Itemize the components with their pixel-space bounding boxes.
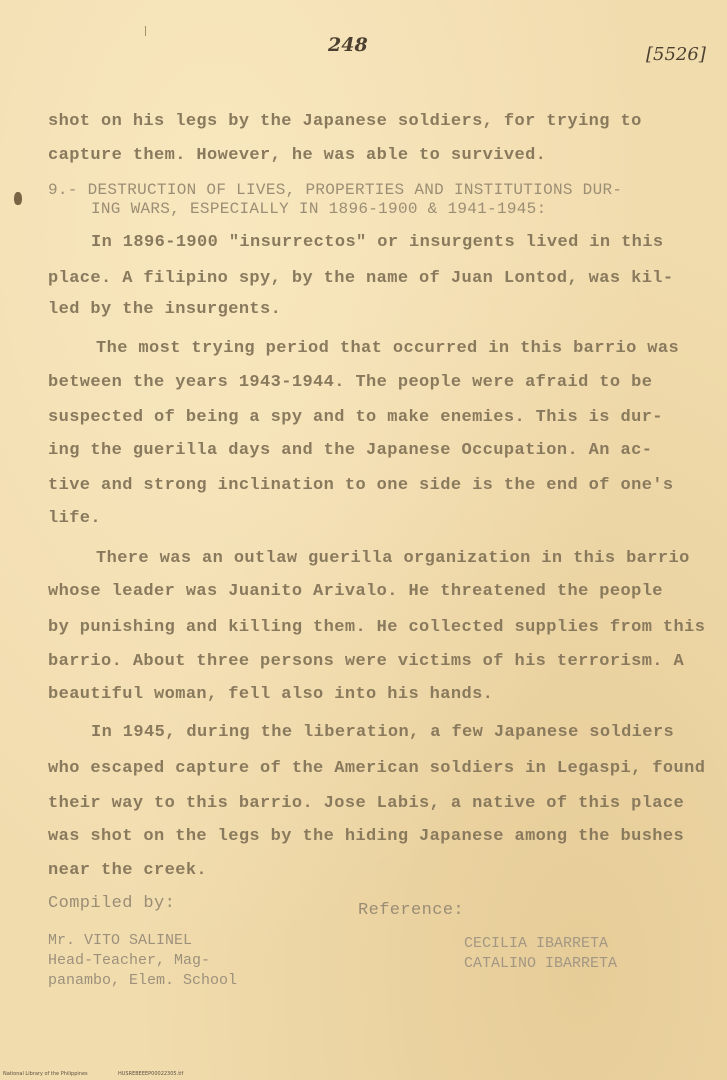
reference-block [464,934,617,974]
paragraph-line: life. [48,509,102,528]
margin-tick [145,26,146,36]
footer-library: National Library of the Philippines [3,1071,88,1077]
paragraph-line: suspected of being a spy and to make enemies. This is dur- [48,408,663,427]
paragraph-line: There was an outlaw guerilla organization in this barrio [96,549,690,568]
paragraph-line: led by the insurgents. [48,300,282,319]
text-line: shot on his legs by the Japanese soldiers, for trying to [48,112,642,131]
paragraph-line: whose leader was Juanito Arivalo. He threatened the people [48,582,663,601]
text-line: capture them. However, he was able to survived. [48,146,547,165]
compiler-school: panambo, Elem. School [48,972,238,989]
reference-label: Reference: [358,901,465,920]
section-heading-line: ING WARS, ESPECIALLY IN 1896-1900 & 1941-1945: [91,200,547,218]
paragraph-line: their way to this barrio. Jose Labis, a native of this place [48,794,685,813]
paragraph-line: In 1945, during the liberation, a few Japanese soldiers [91,723,675,742]
compiler-title: Head-Teacher, Mag- [48,952,211,969]
reference-name: CECILIA IBARRETA [464,935,609,952]
compiler-name: Mr. VITO SALINEL [48,932,193,949]
paragraph-line: ing the guerilla days and the Japanese Occupation. An ac- [48,441,653,460]
paragraph-line: In 1896-1900 "insurrectos" or insurgents lived in this [91,233,664,252]
paragraph-line: The most trying period that occurred in this barrio was [96,339,680,358]
paragraph-line: was shot on the legs by the hiding Japanese among the bushes [48,827,685,846]
paragraph-line: tive and strong inclination to one side is the end of one's [48,476,674,495]
page-number: 248 [328,34,368,56]
paragraph-line: by punishing and killing them. He collected supplies from this [48,618,706,637]
compiled-by-label: Compiled by: [48,894,176,913]
section-heading-line: 9.- DESTRUCTION OF LIVES, PROPERTIES AND INSTITUTIONS DUR- [48,181,623,199]
paragraph-line: near the creek. [48,861,208,880]
paragraph-line: between the years 1943-1944. The people were afraid to be [48,373,653,392]
paragraph-line: barrio. About three persons were victims of his terrorism. A [48,652,685,671]
compiler-signature-block [48,931,237,991]
pin-mark [14,192,22,205]
paragraph-line: place. A filipino spy, by the name of Juan Lontod, was kil- [48,269,674,288]
footer-filename: HUSREBEEEP00022305.tif [118,1071,184,1077]
reference-name: CATALINO IBARRETA [464,955,618,972]
paragraph-line: who escaped capture of the American soldiers in Legaspi, found [48,759,706,778]
reference-code: [5526] [646,44,706,65]
paragraph-line: beautiful woman, fell also into his hands. [48,685,494,704]
